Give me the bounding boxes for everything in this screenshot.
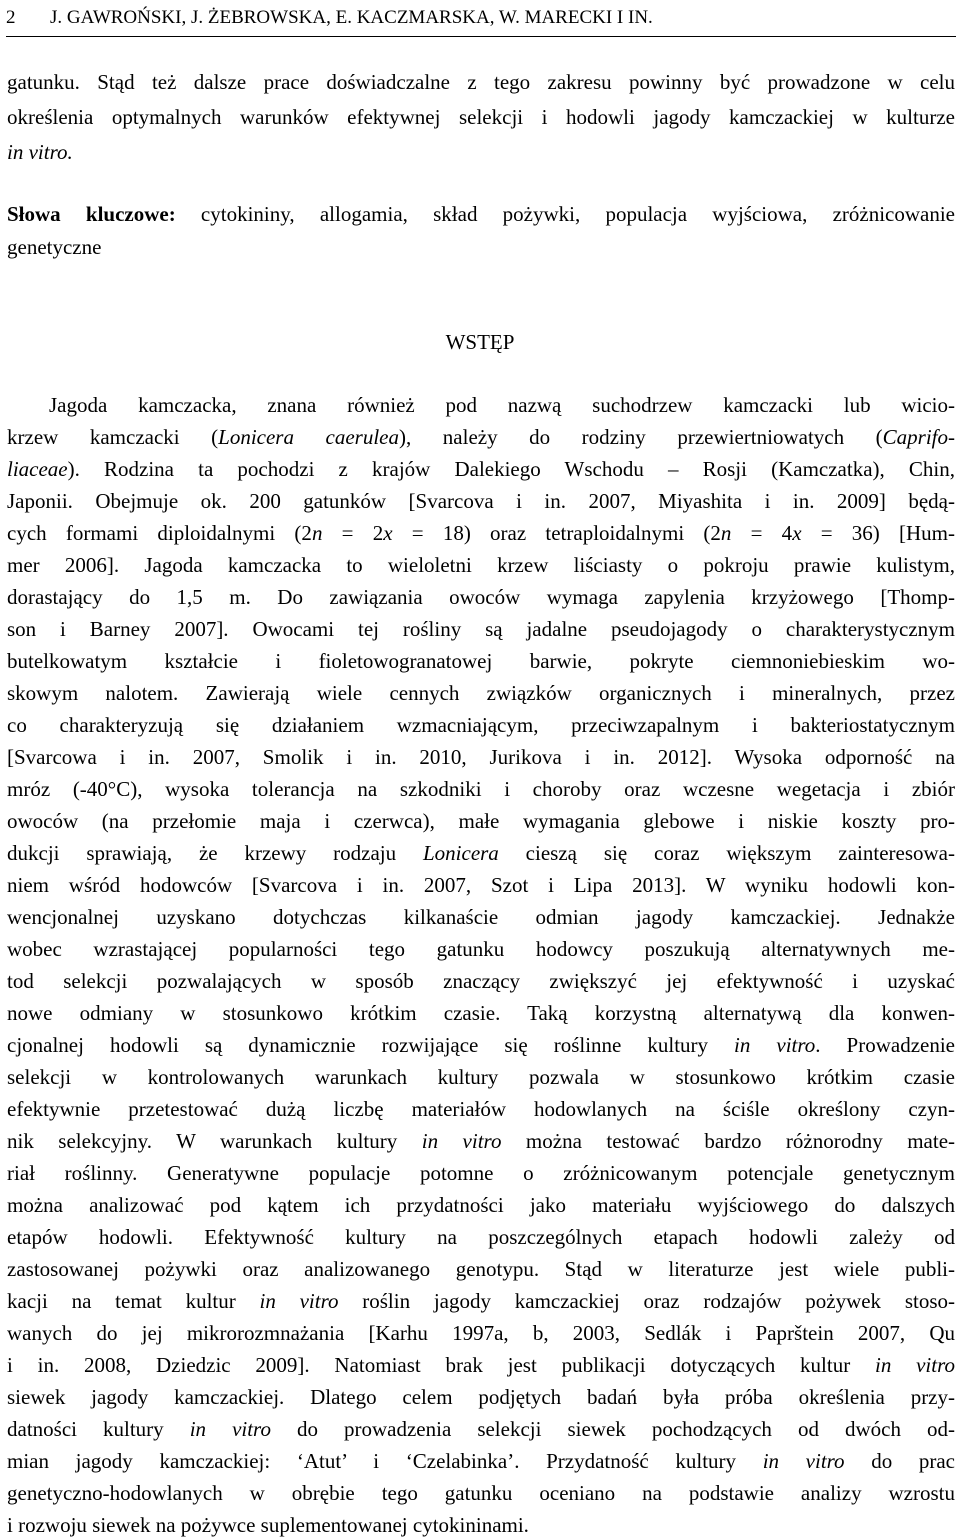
running-header (6, 4, 956, 36)
body-line: można analizować pod kątem ich przydatności jako materiału wyjściowego do dalszych (7, 1193, 955, 1217)
body-line: skowym nalotem. Zawierają wiele cennych związków organicznych i mineralnych, przez (7, 681, 955, 705)
keywords-label: Słowa kluczowe: (7, 202, 176, 226)
body-line: mian jagody kamczackiej: ‘Atut’ i ‘Czelabinka’. Przydatność kultury in vitro do prac (7, 1449, 955, 1473)
body-line: siewek jagody kamczackiej. Dlatego celem podjętych badań była próba określenia przy- (7, 1385, 955, 1409)
body-line: Jagoda kamczacka, znana również pod nazwą suchodrzew kamczacki lub wicio- (49, 393, 955, 417)
body-line: wanych do jej mikrorozmnażania [Karhu 1997a, b, 2003, Sedlák i Paprštein 2007, Qu (7, 1321, 955, 1345)
body-line: genetyczno-hodowlanych w obrębie tego gatunku oceniano na podstawie analizy wzrostu (7, 1481, 955, 1505)
body-line: selekcji w kontrolowanych warunkach kultury pozwala w stosunkowo krótkim czasie (7, 1065, 955, 1089)
intro-line (7, 138, 73, 166)
keywords-text: cytokininy, allogamia, skład pożywki, populacja wyjściowa, zróżnicowanie (175, 202, 955, 226)
body-line: [Svarcowa i in. 2007, Smolik i in. 2010, Jurikova i in. 2012]. Wysoka odporność na (7, 745, 955, 769)
intro-line: gatunku. Stąd też dalsze prace doświadczalne z tego zakresu powinny być prowadzone w celu (7, 70, 955, 94)
body-line: kacji na temat kultur in vitro roślin jagody kamczackiej oraz rodzajów pożywek stoso- (7, 1289, 955, 1313)
body-line: co charakteryzują się działaniem wzmacniającym, przeciwzapalnym i bakteriostatycznym (7, 713, 955, 737)
body-line: wobec wzrastającej popularności tego gatunku hodowcy poszukują alternatywnych me- (7, 937, 955, 961)
body-line: butelkowatym kształcie i fioletowogranatowej barwie, pokryte ciemnoniebieskim wo- (7, 649, 955, 673)
body-line: i rozwoju siewek na pożywce suplementowanej cytokininami. (7, 1513, 529, 1537)
body-line: datności kultury in vitro do prowadzenia selekcji siewek pochodzących od dwóch od- (7, 1417, 955, 1441)
body-line: i in. 2008, Dziedzic 2009]. Natomiast brak jest publikacji dotyczących kultur in vitro (7, 1353, 955, 1377)
body-line: nik selekcyjny. W warunkach kultury in vitro można testować bardzo różnorodny mate- (7, 1129, 956, 1153)
body-line: efektywnie przetestować dużą liczbę materiałów hodowlanych na ściśle określony czyn- (7, 1097, 955, 1121)
body-line: wencjonalnej uzyskano dotychczas kilkanaście odmian jagody kamczackiej. Jednakże (7, 905, 955, 929)
intro-line: określenia optymalnych warunków efektywnej selekcji i hodowli jagody kamczackiej w kulturze (7, 105, 955, 129)
body-line: mróz (-40°C), wysoka tolerancja na szkodniki i choroby oraz wczesne wegetacja i zbiór (7, 777, 955, 801)
body-line: mer 2006]. Jagoda kamczacka to wieloletni krzew liściasty o pokroju prawie kulistym, (7, 553, 955, 577)
body-line: Japonii. Obejmuje ok. 200 gatunków [Svarcova i in. 2007, Miyashita i in. 2009] będą- (7, 489, 955, 513)
header-rule (6, 36, 956, 37)
section-title: WSTĘP (445, 330, 515, 354)
italic-term: in vitro. (7, 140, 73, 164)
body-line: niem wśród hodowców [Svarcova i in. 2007, Szot i Lipa 2013]. W wyniku hodowli kon- (7, 873, 955, 897)
body-line: liaceae). Rodzina ta pochodzi z krajów Dalekiego Wschodu – Rosji (Kamczatka), Chin, (7, 457, 955, 481)
body-line: owoców (na przełomie maja i czerwca), małe wymagania glebowe i niskie koszty pro- (7, 809, 955, 833)
body-line: dukcji sprawiają, że krzewy rodzaju Lonicera cieszą się coraz większym zainteresowa- (7, 841, 955, 865)
header-authors: J. GAWROŃSKI, J. ŻEBROWSKA, E. KACZMARSKA, W. MARECKI I IN. (50, 7, 653, 28)
body-line: krzew kamczacki (Lonicera caerulea), należy do rodziny przewiertniowatych (Caprifo- (7, 425, 955, 449)
body-line: dorastający do 1,5 m. Do zawiązania owoców wymaga zapylenia krzyżowego [Thomp- (7, 585, 955, 609)
keywords-line (7, 200, 955, 228)
body-line: cych formami diploidalnymi (2n = 2x = 18) oraz tetraploidalnymi (2n = 4x = 36) [Hum- (7, 521, 955, 545)
body-line: tod selekcji pozwalających w sposób znaczący zwiększyć jej efektywność i uzyskać (7, 969, 955, 993)
body-line: etapów hodowli. Efektywność kultury na poszczególnych etapach hodowli zależy od (7, 1225, 955, 1249)
page-number: 2 (6, 7, 16, 28)
body-line: nowe odmiany w stosunkowo krótkim czasie. Taką korzystną alternatywą dla konwen- (7, 1001, 955, 1025)
body-line: zastosowanej pożywki oraz analizowanego genotypu. Stąd w literaturze jest wiele publi- (7, 1257, 955, 1281)
body-line: riał roślinny. Generatywne populacje potomne o zróżnicowanym potencjale genetycznym (7, 1161, 955, 1185)
keywords-line: genetyczne (7, 235, 102, 259)
body-line: son i Barney 2007]. Owocami tej rośliny są jadalne pseudojagody o charakterystycznym (7, 617, 955, 641)
body-line: cjonalnej hodowli są dynamicznie rozwijające się roślinne kultury in vitro. Prowadzenie (7, 1033, 955, 1057)
